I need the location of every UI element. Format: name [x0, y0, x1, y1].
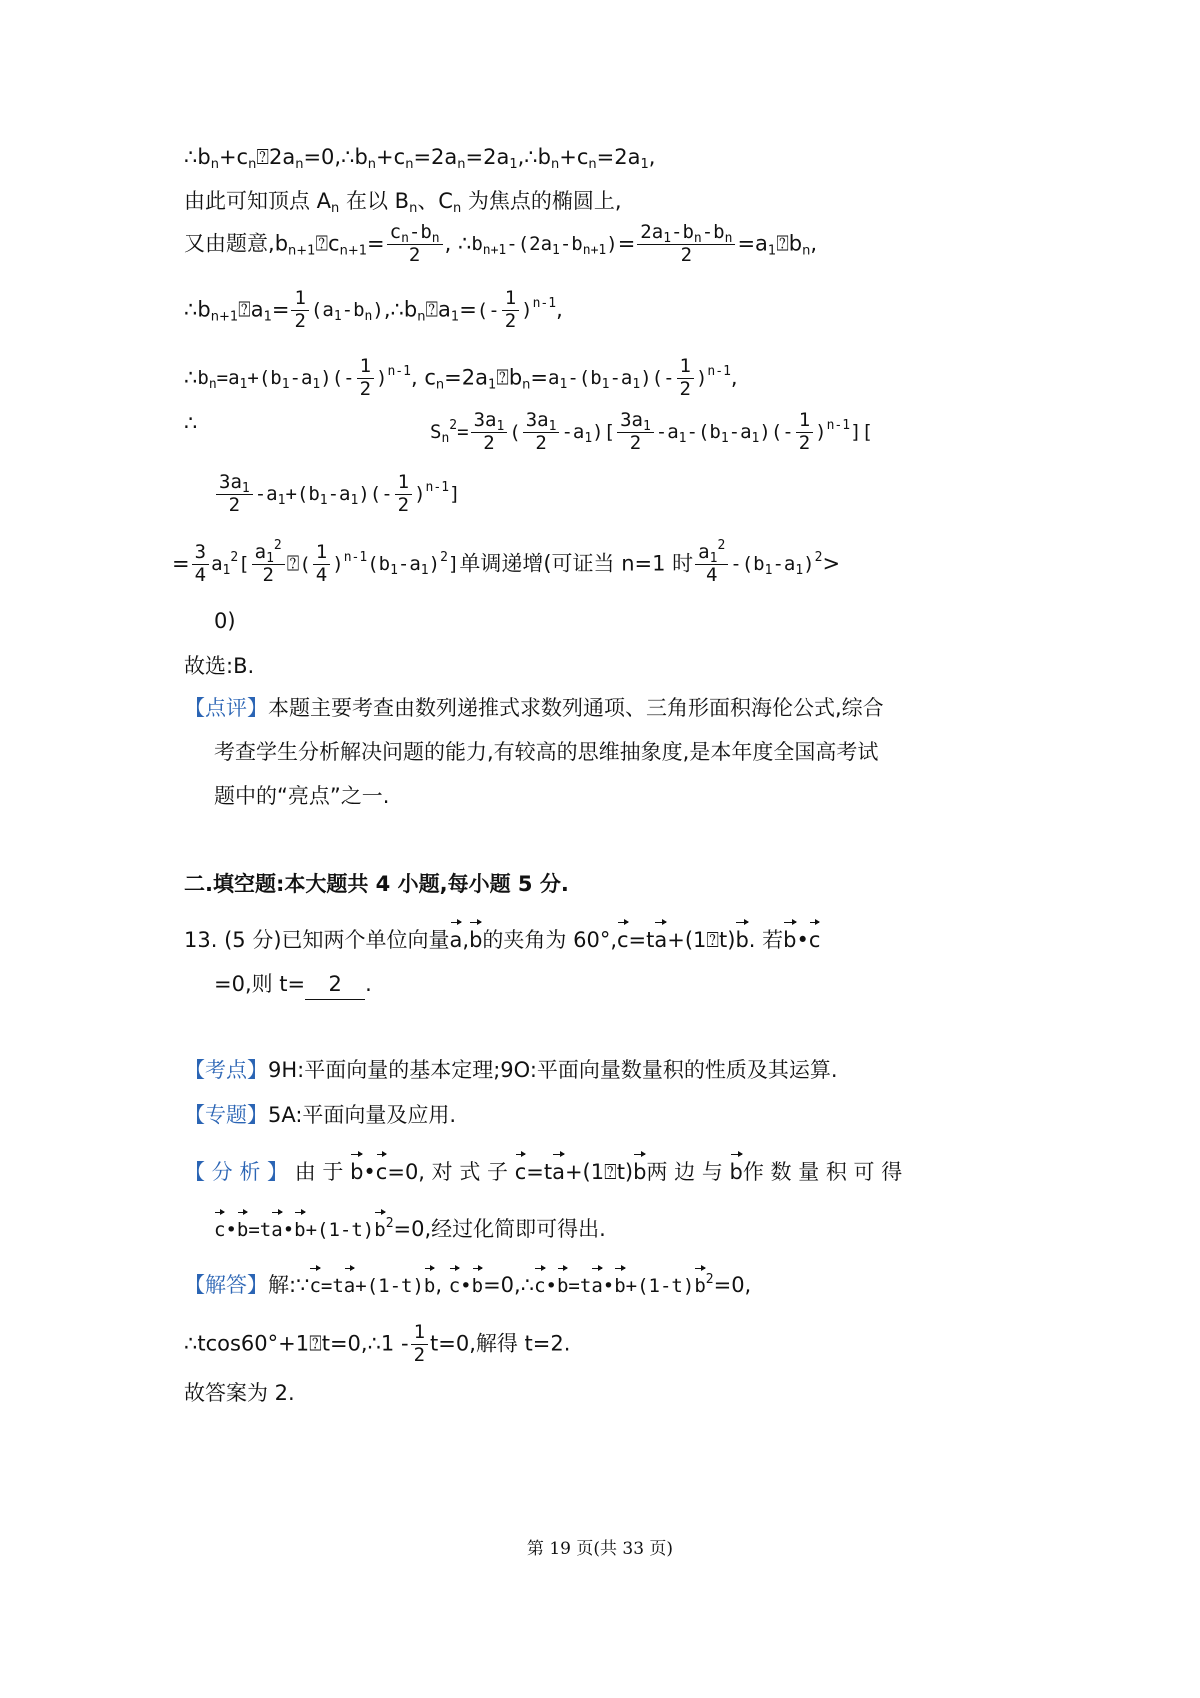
- jieda-line-1: 【解答】解:∵c=ta+(1-t)b, $c•b=0,\therefore c•b=ta•b+(1-t)b^2=0$,: [184, 1265, 751, 1301]
- kaodian-line: 【考点】9H:平面向量的基本定理;9O:平面向量数量积的性质及其运算.: [184, 1058, 838, 1082]
- equation-line-3: 又由题意$,b_{n+1}⍰c_{n+1}=$ $\frac{c_n-b_n}{2}$ , $\therefore b_{n+1}-(2a_1-b_{n+1})=$ $\frac{2a_1-b_n-b_n}{2}$ $=a_1⍰b_n$,: [184, 221, 818, 266]
- equation-line-4: $\therefore b_{n+1}⍰a_1=$ $\frac{1}{2}$ $(a_1-b_n),\therefore b_n⍰a_1=(-$ $\frac{1}{2}$ )$^{n-1}$,: [184, 287, 563, 332]
- fenxi-line-1: 【 分 析 】 由 于 b•c=0, 对 式 子 c=ta+(1⍰t)b两 边 与 b作 数 量 积 可 得: [184, 1151, 902, 1187]
- review-line-3: 题中的“亮点”之一.: [214, 784, 390, 808]
- jieda-line-2: ∴tcos60°+1⍰t=0,∴1 - $\frac{1}{2}$ t=0,解得 t=2.: [184, 1321, 571, 1366]
- zhuanti-line: 【专题】5A:平面向量及应用.: [184, 1103, 457, 1127]
- final-answer: 故答案为 2.: [184, 1381, 295, 1405]
- therefore-symbol: ∴: [184, 411, 198, 435]
- review-line-1: 【点评】本题主要考查由数列递推式求数列通项、三角形面积海伦公式,综合: [184, 696, 884, 720]
- equation-line-1: $\therefore b_n+c_n⍰2a_n=0,\therefore b_n+c_n=2a_n=2a_1,\therefore b_n+c_n=2a_1$,: [184, 145, 656, 172]
- zhuanti-tag: 【专题】: [184, 1103, 268, 1127]
- answer-choice: 故选:B.: [184, 654, 255, 678]
- answer-blank: 2: [305, 969, 365, 1000]
- fenxi-tag: 【 分 析 】: [184, 1160, 289, 1184]
- zero-close: 0): [214, 609, 236, 633]
- equation-line-8: = $\frac{3}{4}$ $a_1^2$[ $\frac{a_1^2}{2}$ ⍰( $\frac{1}{4}$ )$^{n-1}(b_1-a_1)^2$]单调递增(可证当 n=1 时 $\frac{a_1^2}{4}$ $-(b_1-a_1)^2>$: [172, 538, 841, 586]
- equation-line-7: $\frac{3a_1}{2}$ $-a_1+(b_1-a_1)(-$ $\frac{1}{2}$ )$^{n-1}$]: [214, 472, 460, 517]
- equation-line-5: $\therefore b_n=a_1+(b_1-a_1)(-$ $\frac{1}{2}$ )$^{n-1}$, $c_n=2a_1⍰b_n=a_1-(b_1-a_1)(-$ $\frac{1}{2}$ )$^{n-1}$,: [184, 355, 738, 400]
- equation-line-6: $S_n^2=$ $\frac{3a_1}{2}$ ( $\frac{3a_1}{2}$ $-a_1$)[ $\frac{3a_1}{2}$ $-a_1-(b_1-a_1)(-$ $\frac{1}{2}$ )$^{n-1}$][: [430, 409, 873, 454]
- review-line-2: 考查学生分析解决问题的能力,有较高的思维抽象度,是本年度全国高考试: [214, 740, 879, 764]
- question-13-line-2: =0,则 t= 2 .: [214, 969, 372, 1000]
- fenxi-line-2: $c•b=ta•b+(1-t)b^2=0$,经过化简即可得出.: [214, 1209, 606, 1245]
- page-footer: 第 19 页(共 33 页): [526, 1539, 674, 1559]
- question-13: 13. (5 分)已知两个单位向量a,b的夹角为 60°,c=ta+(1⍰t)b. 若b•c: [184, 919, 820, 955]
- ellipse-statement: 由此可知顶点 $A_n$ 在以 $B_n$、$C_n$ 为焦点的椭圆上,: [184, 189, 622, 216]
- section-title: 二.填空题:本大题共 4 小题,每小题 5 分.: [184, 872, 569, 896]
- kaodian-tag: 【考点】: [184, 1058, 268, 1082]
- review-tag: 【点评】: [184, 696, 268, 720]
- jieda-tag: 【解答】: [184, 1273, 268, 1297]
